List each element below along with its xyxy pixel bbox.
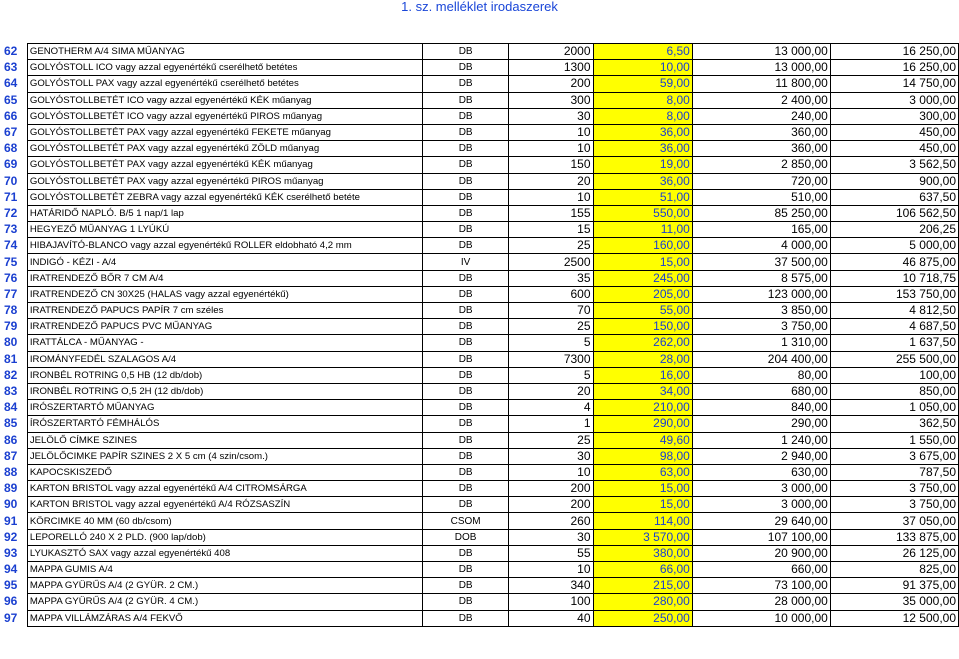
item-name-cell: HATÁRIDŐ NAPLÓ. B/5 1 nap/1 lap bbox=[27, 205, 422, 221]
unit-cell: DB bbox=[423, 76, 509, 92]
item-name-cell: MAPPA GYÜRŰS A/4 (2 GYÜR. 2 CM.) bbox=[27, 578, 422, 594]
unit-cell: DB bbox=[423, 189, 509, 205]
net-total-cell: 2 850,00 bbox=[692, 157, 830, 173]
row-number: 81 bbox=[4, 351, 18, 366]
unit-cell: DB bbox=[423, 464, 509, 480]
unit-cell: DB bbox=[423, 124, 509, 140]
supplies-table bbox=[3, 43, 959, 627]
table-row bbox=[3, 529, 959, 545]
table-row bbox=[3, 222, 959, 238]
item-name-cell: KÖRCIMKE 40 MM (60 db/csom) bbox=[27, 513, 422, 529]
net-total-cell: 360,00 bbox=[692, 141, 830, 157]
row-number: 63 bbox=[4, 60, 18, 75]
unit-cell: CSOM bbox=[423, 513, 509, 529]
net-total-cell: 510,00 bbox=[692, 189, 830, 205]
unit-cell: DB bbox=[423, 286, 509, 302]
quantity-cell: 30 bbox=[509, 448, 593, 464]
item-name-cell: IROMÁNYFEDÉL SZALAGOS A/4 bbox=[27, 351, 422, 367]
unit-price-cell: 245,00 bbox=[593, 270, 692, 286]
table-row bbox=[3, 205, 959, 221]
unit-price-cell: 250,00 bbox=[593, 610, 692, 626]
item-name-cell: GOLYÓSTOLLBETÉT ICO vagy azzal egyenértékű KÉK műanyag bbox=[27, 92, 422, 108]
net-total-cell: 1 310,00 bbox=[692, 335, 830, 351]
net-total-cell: 204 400,00 bbox=[692, 351, 830, 367]
gross-total-cell: 255 500,00 bbox=[830, 351, 958, 367]
table-row bbox=[3, 562, 959, 578]
unit-price-cell: 66,00 bbox=[593, 562, 692, 578]
unit-price-cell: 59,00 bbox=[593, 76, 692, 92]
quantity-cell: 70 bbox=[509, 303, 593, 319]
unit-price-cell: 205,00 bbox=[593, 286, 692, 302]
table-row bbox=[3, 76, 959, 92]
item-name-cell: GOLYÓSTOLLBETÉT PAX vagy azzal egyenértékű KÉK műanyag bbox=[27, 157, 422, 173]
net-total-cell: 2 400,00 bbox=[692, 92, 830, 108]
quantity-cell: 20 bbox=[509, 173, 593, 189]
item-name-cell: IRATRENDEZŐ PAPUCS PAPÍR 7 cm széles bbox=[27, 303, 422, 319]
quantity-cell: 15 bbox=[509, 222, 593, 238]
row-number: 71 bbox=[4, 189, 18, 204]
net-total-cell: 2 940,00 bbox=[692, 448, 830, 464]
quantity-cell: 35 bbox=[509, 270, 593, 286]
table-row bbox=[3, 286, 959, 302]
gross-total-cell: 5 000,00 bbox=[830, 238, 958, 254]
item-name-cell: MAPPA GUMIS A/4 bbox=[27, 562, 422, 578]
net-total-cell: 660,00 bbox=[692, 562, 830, 578]
quantity-cell: 100 bbox=[509, 594, 593, 610]
item-name-cell: MAPPA GYÜRŰS A/4 (2 GYÜR. 4 CM.) bbox=[27, 594, 422, 610]
row-number: 94 bbox=[4, 562, 18, 577]
item-name-cell: INDIGÓ - KÉZI - A/4 bbox=[27, 254, 422, 270]
net-total-cell: 13 000,00 bbox=[692, 44, 830, 60]
unit-price-cell: 6,50 bbox=[593, 44, 692, 60]
quantity-cell: 4 bbox=[509, 400, 593, 416]
unit-price-cell: 215,00 bbox=[593, 578, 692, 594]
unit-cell: DB bbox=[423, 92, 509, 108]
row-number: 82 bbox=[4, 367, 18, 382]
gross-total-cell: 3 675,00 bbox=[830, 448, 958, 464]
unit-price-cell: 19,00 bbox=[593, 157, 692, 173]
table-row bbox=[3, 303, 959, 319]
unit-cell: DB bbox=[423, 578, 509, 594]
quantity-cell: 30 bbox=[509, 529, 593, 545]
gross-total-cell: 46 875,00 bbox=[830, 254, 958, 270]
net-total-cell: 290,00 bbox=[692, 416, 830, 432]
unit-price-cell: 15,00 bbox=[593, 481, 692, 497]
gross-total-cell: 787,50 bbox=[830, 464, 958, 480]
net-total-cell: 3 000,00 bbox=[692, 497, 830, 513]
row-number: 68 bbox=[4, 141, 18, 156]
quantity-cell: 10 bbox=[509, 464, 593, 480]
row-number: 95 bbox=[4, 578, 18, 593]
gross-total-cell: 3 562,50 bbox=[830, 157, 958, 173]
gross-total-cell: 362,50 bbox=[830, 416, 958, 432]
quantity-cell: 200 bbox=[509, 76, 593, 92]
quantity-cell: 200 bbox=[509, 481, 593, 497]
net-total-cell: 4 000,00 bbox=[692, 238, 830, 254]
unit-price-cell: 55,00 bbox=[593, 303, 692, 319]
row-number: 83 bbox=[4, 384, 18, 399]
unit-price-cell: 36,00 bbox=[593, 173, 692, 189]
quantity-cell: 25 bbox=[509, 319, 593, 335]
table-row bbox=[3, 92, 959, 108]
quantity-cell: 150 bbox=[509, 157, 593, 173]
gross-total-cell: 16 250,00 bbox=[830, 44, 958, 60]
item-name-cell: ÍRÓSZERTARTÓ FÉMHÁLÓS bbox=[27, 416, 422, 432]
row-number: 87 bbox=[4, 448, 18, 463]
row-number: 66 bbox=[4, 108, 18, 123]
unit-cell: DB bbox=[423, 497, 509, 513]
row-number: 69 bbox=[4, 157, 18, 172]
unit-cell: DB bbox=[423, 60, 509, 76]
quantity-cell: 7300 bbox=[509, 351, 593, 367]
unit-cell: DB bbox=[423, 141, 509, 157]
item-name-cell: GOLYÓSTOLLBETÉT PAX vagy azzal egyenértékű ZÖLD műanyag bbox=[27, 141, 422, 157]
unit-cell: DB bbox=[423, 335, 509, 351]
unit-cell: IV bbox=[423, 254, 509, 270]
net-total-cell: 360,00 bbox=[692, 124, 830, 140]
table-row bbox=[3, 238, 959, 254]
row-number: 74 bbox=[4, 238, 18, 253]
gross-total-cell: 825,00 bbox=[830, 562, 958, 578]
net-total-cell: 11 800,00 bbox=[692, 76, 830, 92]
net-total-cell: 1 240,00 bbox=[692, 432, 830, 448]
gross-total-cell: 37 050,00 bbox=[830, 513, 958, 529]
gross-total-cell: 637,50 bbox=[830, 189, 958, 205]
quantity-cell: 10 bbox=[509, 562, 593, 578]
gross-total-cell: 900,00 bbox=[830, 173, 958, 189]
unit-price-cell: 49,60 bbox=[593, 432, 692, 448]
item-name-cell: GOLYÓSTOLLBETÉT PAX vagy azzal egyenértékű FEKETE műanyag bbox=[27, 124, 422, 140]
item-name-cell: GOLYÓSTOLL ICO vagy azzal egyenértékű cserélhető betétes bbox=[27, 60, 422, 76]
row-number: 72 bbox=[4, 205, 18, 220]
net-total-cell: 29 640,00 bbox=[692, 513, 830, 529]
quantity-cell: 2500 bbox=[509, 254, 593, 270]
gross-total-cell: 4 812,50 bbox=[830, 303, 958, 319]
unit-price-cell: 34,00 bbox=[593, 383, 692, 399]
unit-cell: DB bbox=[423, 562, 509, 578]
net-total-cell: 80,00 bbox=[692, 367, 830, 383]
unit-price-cell: 150,00 bbox=[593, 319, 692, 335]
gross-total-cell: 850,00 bbox=[830, 383, 958, 399]
unit-cell: DB bbox=[423, 108, 509, 124]
quantity-cell: 600 bbox=[509, 286, 593, 302]
quantity-cell: 25 bbox=[509, 238, 593, 254]
supplies-table-body bbox=[3, 44, 959, 627]
item-name-cell: IRÓSZERTARTÓ MŰANYAG bbox=[27, 400, 422, 416]
unit-price-cell: 28,00 bbox=[593, 351, 692, 367]
unit-cell: DB bbox=[423, 222, 509, 238]
quantity-cell: 30 bbox=[509, 108, 593, 124]
net-total-cell: 85 250,00 bbox=[692, 205, 830, 221]
item-name-cell: JELÖLŐCIMKE PAPÍR SZINES 2 X 5 cm (4 szin/csom.) bbox=[27, 448, 422, 464]
item-name-cell: LEPORELLÓ 240 X 2 PLD. (900 lap/dob) bbox=[27, 529, 422, 545]
row-number: 88 bbox=[4, 464, 18, 479]
unit-price-cell: 15,00 bbox=[593, 254, 692, 270]
row-number: 64 bbox=[4, 76, 18, 91]
net-total-cell: 3 000,00 bbox=[692, 481, 830, 497]
page-title: 1. sz. melléklet irodaszerek bbox=[401, 0, 558, 14]
row-number: 70 bbox=[4, 173, 18, 188]
unit-cell: DB bbox=[423, 545, 509, 561]
gross-total-cell: 4 687,50 bbox=[830, 319, 958, 335]
gross-total-cell: 3 750,00 bbox=[830, 497, 958, 513]
gross-total-cell: 26 125,00 bbox=[830, 545, 958, 561]
item-name-cell: JELÖLŐ CÍMKE SZINES bbox=[27, 432, 422, 448]
table-row bbox=[3, 578, 959, 594]
net-total-cell: 3 750,00 bbox=[692, 319, 830, 335]
unit-price-cell: 10,00 bbox=[593, 60, 692, 76]
unit-price-cell: 11,00 bbox=[593, 222, 692, 238]
table-row bbox=[3, 513, 959, 529]
unit-price-cell: 98,00 bbox=[593, 448, 692, 464]
net-total-cell: 840,00 bbox=[692, 400, 830, 416]
gross-total-cell: 12 500,00 bbox=[830, 610, 958, 626]
unit-price-cell: 210,00 bbox=[593, 400, 692, 416]
quantity-cell: 5 bbox=[509, 367, 593, 383]
gross-total-cell: 3 750,00 bbox=[830, 481, 958, 497]
row-number: 80 bbox=[4, 335, 18, 350]
row-number: 76 bbox=[4, 270, 18, 285]
gross-total-cell: 1 550,00 bbox=[830, 432, 958, 448]
quantity-cell: 155 bbox=[509, 205, 593, 221]
unit-price-cell: 16,00 bbox=[593, 367, 692, 383]
gross-total-cell: 153 750,00 bbox=[830, 286, 958, 302]
item-name-cell: GENOTHERM A/4 SIMA MŰANYAG bbox=[27, 44, 422, 60]
gross-total-cell: 16 250,00 bbox=[830, 60, 958, 76]
table-row bbox=[3, 108, 959, 124]
unit-cell: DB bbox=[423, 432, 509, 448]
row-number: 62 bbox=[4, 44, 18, 59]
table-row bbox=[3, 545, 959, 561]
unit-price-cell: 550,00 bbox=[593, 205, 692, 221]
quantity-cell: 20 bbox=[509, 383, 593, 399]
table-row bbox=[3, 319, 959, 335]
table-row bbox=[3, 335, 959, 351]
quantity-cell: 260 bbox=[509, 513, 593, 529]
unit-cell: DB bbox=[423, 481, 509, 497]
unit-cell: DB bbox=[423, 400, 509, 416]
gross-total-cell: 133 875,00 bbox=[830, 529, 958, 545]
unit-cell: DB bbox=[423, 157, 509, 173]
table-row bbox=[3, 141, 959, 157]
unit-cell: DB bbox=[423, 448, 509, 464]
unit-cell: DB bbox=[423, 594, 509, 610]
row-number: 91 bbox=[4, 513, 18, 528]
unit-cell: DB bbox=[423, 367, 509, 383]
item-name-cell: IRATRENDEZŐ BŐR 7 CM A/4 bbox=[27, 270, 422, 286]
quantity-cell: 300 bbox=[509, 92, 593, 108]
row-number: 84 bbox=[4, 400, 18, 415]
quantity-cell: 340 bbox=[509, 578, 593, 594]
gross-total-cell: 106 562,50 bbox=[830, 205, 958, 221]
net-total-cell: 240,00 bbox=[692, 108, 830, 124]
row-number: 85 bbox=[4, 416, 18, 431]
gross-total-cell: 1 637,50 bbox=[830, 335, 958, 351]
net-total-cell: 165,00 bbox=[692, 222, 830, 238]
gross-total-cell: 14 750,00 bbox=[830, 76, 958, 92]
quantity-cell: 2000 bbox=[509, 44, 593, 60]
quantity-cell: 200 bbox=[509, 497, 593, 513]
unit-cell: DB bbox=[423, 205, 509, 221]
item-name-cell: LYUKASZTÓ SAX vagy azzal egyenértékű 408 bbox=[27, 545, 422, 561]
unit-cell: DB bbox=[423, 270, 509, 286]
unit-cell: DB bbox=[423, 238, 509, 254]
item-name-cell: IRATTÁLCA - MŰANYAG - bbox=[27, 335, 422, 351]
unit-price-cell: 63,00 bbox=[593, 464, 692, 480]
gross-total-cell: 100,00 bbox=[830, 367, 958, 383]
table-row bbox=[3, 367, 959, 383]
item-name-cell: GOLYÓSTOLLBETÉT ICO vagy azzal egyenértékű PIROS műanyag bbox=[27, 108, 422, 124]
table-row bbox=[3, 189, 959, 205]
table-row bbox=[3, 416, 959, 432]
unit-price-cell: 36,00 bbox=[593, 124, 692, 140]
unit-price-cell: 8,00 bbox=[593, 92, 692, 108]
unit-price-cell: 290,00 bbox=[593, 416, 692, 432]
item-name-cell: KARTON BRISTOL vagy azzal egyenértékű A/4 CITROMSÁRGA bbox=[27, 481, 422, 497]
item-name-cell: GOLYÓSTOLL PAX vagy azzal egyenértékű cserélhető betétes bbox=[27, 76, 422, 92]
unit-cell: DB bbox=[423, 416, 509, 432]
item-name-cell: HEGYEZŐ MŰANYAG 1 LYÚKÚ bbox=[27, 222, 422, 238]
quantity-cell: 1 bbox=[509, 416, 593, 432]
gross-total-cell: 1 050,00 bbox=[830, 400, 958, 416]
item-name-cell: IRONBÉL ROTRING 0,5 HB (12 db/dob) bbox=[27, 367, 422, 383]
quantity-cell: 5 bbox=[509, 335, 593, 351]
table-row bbox=[3, 351, 959, 367]
row-number: 78 bbox=[4, 303, 18, 318]
table-row bbox=[3, 254, 959, 270]
unit-price-cell: 262,00 bbox=[593, 335, 692, 351]
net-total-cell: 37 500,00 bbox=[692, 254, 830, 270]
unit-cell: DB bbox=[423, 383, 509, 399]
unit-price-cell: 280,00 bbox=[593, 594, 692, 610]
row-number: 93 bbox=[4, 545, 18, 560]
table-row bbox=[3, 44, 959, 60]
quantity-cell: 1300 bbox=[509, 60, 593, 76]
table-row bbox=[3, 173, 959, 189]
net-total-cell: 630,00 bbox=[692, 464, 830, 480]
item-name-cell: GOLYÓSTOLLBETÉT PAX vagy azzal egyenértékű PIROS műanyag bbox=[27, 173, 422, 189]
table-row bbox=[3, 124, 959, 140]
net-total-cell: 680,00 bbox=[692, 383, 830, 399]
item-name-cell: IRATRENDEZŐ CN 30X25 (HALAS vagy azzal egyenértékű) bbox=[27, 286, 422, 302]
row-number: 67 bbox=[4, 125, 18, 140]
table-row bbox=[3, 60, 959, 76]
row-number: 75 bbox=[4, 254, 18, 269]
unit-price-cell: 51,00 bbox=[593, 189, 692, 205]
item-name-cell: MAPPA VILLÁMZÁRAS A/4 FEKVŐ bbox=[27, 610, 422, 626]
table-row bbox=[3, 157, 959, 173]
unit-price-cell: 114,00 bbox=[593, 513, 692, 529]
gross-total-cell: 3 000,00 bbox=[830, 92, 958, 108]
table-row bbox=[3, 610, 959, 626]
row-number: 79 bbox=[4, 319, 18, 334]
table-row bbox=[3, 464, 959, 480]
net-total-cell: 20 900,00 bbox=[692, 545, 830, 561]
unit-price-cell: 8,00 bbox=[593, 108, 692, 124]
item-name-cell: IRONBÉL ROTRING O,5 2H (12 db/dob) bbox=[27, 383, 422, 399]
row-number: 90 bbox=[4, 497, 18, 512]
unit-cell: DB bbox=[423, 319, 509, 335]
unit-cell: DOB bbox=[423, 529, 509, 545]
net-total-cell: 10 000,00 bbox=[692, 610, 830, 626]
net-total-cell: 8 575,00 bbox=[692, 270, 830, 286]
row-number: 77 bbox=[4, 286, 18, 301]
table-row bbox=[3, 594, 959, 610]
quantity-cell: 55 bbox=[509, 545, 593, 561]
gross-total-cell: 206,25 bbox=[830, 222, 958, 238]
gross-total-cell: 35 000,00 bbox=[830, 594, 958, 610]
net-total-cell: 3 850,00 bbox=[692, 303, 830, 319]
row-number: 96 bbox=[4, 594, 18, 609]
unit-cell: DB bbox=[423, 351, 509, 367]
row-number: 73 bbox=[4, 222, 18, 237]
net-total-cell: 28 000,00 bbox=[692, 594, 830, 610]
unit-cell: DB bbox=[423, 44, 509, 60]
row-number: 86 bbox=[4, 432, 18, 447]
table-row bbox=[3, 400, 959, 416]
unit-cell: DB bbox=[423, 610, 509, 626]
gross-total-cell: 450,00 bbox=[830, 124, 958, 140]
gross-total-cell: 450,00 bbox=[830, 141, 958, 157]
gross-total-cell: 300,00 bbox=[830, 108, 958, 124]
row-number: 89 bbox=[4, 481, 18, 496]
net-total-cell: 123 000,00 bbox=[692, 286, 830, 302]
item-name-cell: KARTON BRISTOL vagy azzal egyenértékű A/4 RÓZSASZÍN bbox=[27, 497, 422, 513]
table-row bbox=[3, 432, 959, 448]
quantity-cell: 10 bbox=[509, 189, 593, 205]
unit-price-cell: 36,00 bbox=[593, 141, 692, 157]
item-name-cell: IRATRENDEZŐ PAPUCS PVC MŰANYAG bbox=[27, 319, 422, 335]
table-row bbox=[3, 497, 959, 513]
row-number: 92 bbox=[4, 529, 18, 544]
table-row bbox=[3, 383, 959, 399]
gross-total-cell: 10 718,75 bbox=[830, 270, 958, 286]
unit-price-cell: 3 570,00 bbox=[593, 529, 692, 545]
net-total-cell: 13 000,00 bbox=[692, 60, 830, 76]
unit-price-cell: 380,00 bbox=[593, 545, 692, 561]
row-number: 97 bbox=[4, 610, 18, 625]
quantity-cell: 40 bbox=[509, 610, 593, 626]
quantity-cell: 25 bbox=[509, 432, 593, 448]
unit-price-cell: 15,00 bbox=[593, 497, 692, 513]
table-row bbox=[3, 448, 959, 464]
unit-cell: DB bbox=[423, 173, 509, 189]
table-row bbox=[3, 270, 959, 286]
item-name-cell: KAPOCSKISZEDŐ bbox=[27, 464, 422, 480]
net-total-cell: 720,00 bbox=[692, 173, 830, 189]
unit-price-cell: 160,00 bbox=[593, 238, 692, 254]
item-name-cell: HIBAJAVÍTÓ-BLANCO vagy azzal egyenértékű ROLLER eldobható 4,2 mm bbox=[27, 238, 422, 254]
table-row bbox=[3, 481, 959, 497]
item-name-cell: GOLYÓSTOLLBETÉT ZEBRA vagy azzal egyenértékű KÉK cserélhető betéte bbox=[27, 189, 422, 205]
quantity-cell: 10 bbox=[509, 141, 593, 157]
unit-cell: DB bbox=[423, 303, 509, 319]
row-number: 65 bbox=[4, 92, 18, 107]
net-total-cell: 73 100,00 bbox=[692, 578, 830, 594]
gross-total-cell: 91 375,00 bbox=[830, 578, 958, 594]
net-total-cell: 107 100,00 bbox=[692, 529, 830, 545]
quantity-cell: 10 bbox=[509, 124, 593, 140]
